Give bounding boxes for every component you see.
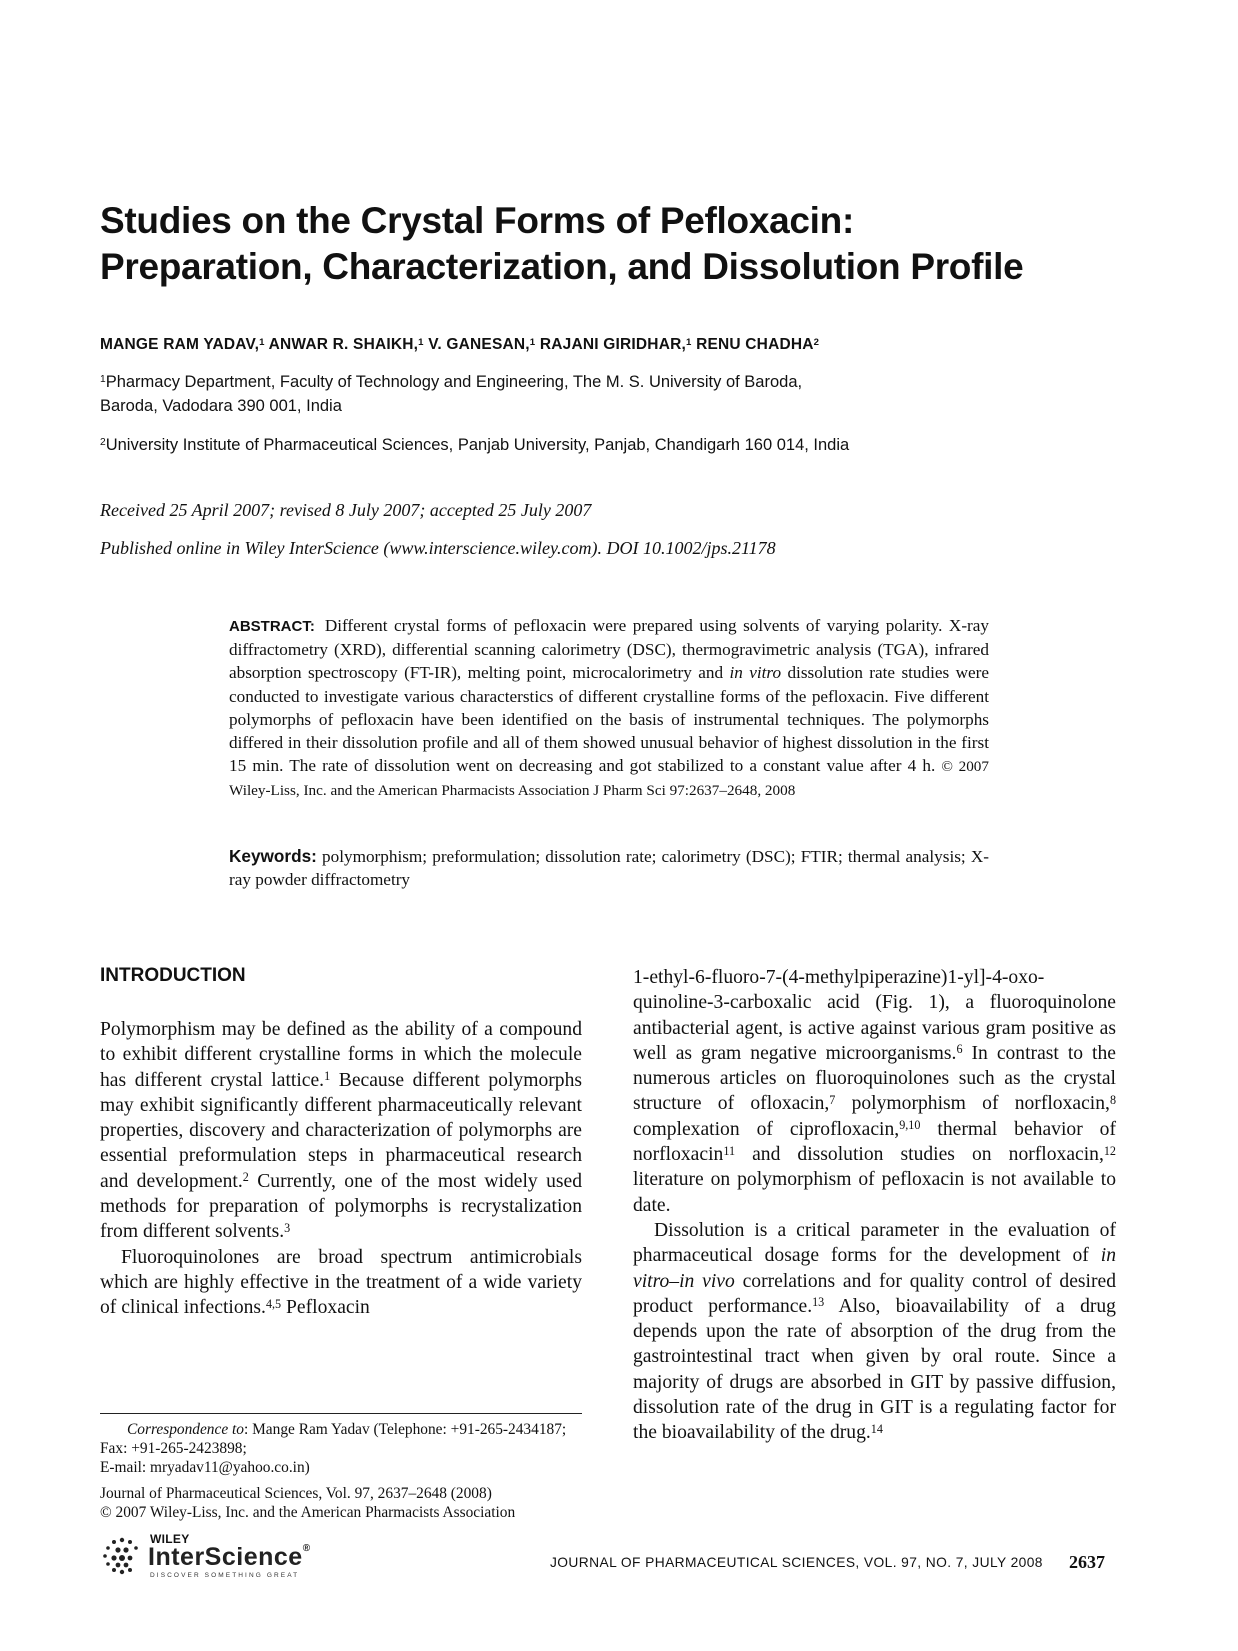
citation: 6 — [956, 1042, 963, 1057]
author-name: MANGE RAM YADAV, — [100, 336, 260, 353]
author-name: V. GANESAN, — [428, 336, 530, 353]
citation: 3 — [284, 1220, 291, 1235]
correspondence — [100, 1420, 582, 1458]
abstract-text: dissolution rate studies were conducted to investigate various characterstics of different crystalline forms of the pefloxacin. Five different polymorphs of pefloxacin have been identified on the basis of instrumental techniques. The polymorphs differed in their dissolution profile and all of them showed unusual behavior of highest dissolution in the first 15 min. The rate of dissolution went on decreasing and got stabilized to a constant value after 4 h. — [229, 663, 989, 776]
paragraph-text: Polymorphism may be defined as the ability of a compound to exhibit different crystalline forms in which the molecule has different crystal lattice. — [100, 1019, 582, 1091]
paragraph-text: and dissolution studies on norfloxacin, — [735, 1144, 1104, 1166]
author-name: RENU CHADHA — [696, 336, 814, 353]
affiliation-text: Pharmacy Department, Faculty of Technology and Engineering, The M. S. University of Baroda, — [105, 373, 803, 391]
affiliation-1 — [100, 370, 1140, 418]
abstract-emphasis: in vitro — [729, 663, 782, 683]
author-list — [100, 336, 1140, 354]
title-line-1: Studies on the Crystal Forms of Pefloxacin: — [100, 200, 854, 241]
paragraph — [100, 1245, 582, 1321]
footnote-divider — [100, 1413, 582, 1414]
paragraph-text: Because different polymorphs may exhibit significantly different pharmaceutically relevant properties, discovery and characterization of polymorphs are essential preformulation steps in pharmaceutical research and development. — [100, 1069, 583, 1192]
keywords-text: polymorphism; preformulation; dissolution rate; calorimetry (DSC); FTIR; thermal analysis; X-ray powder diffractometry — [229, 847, 989, 890]
citation: 2 — [242, 1170, 249, 1185]
registered-mark: ® — [302, 1543, 311, 1554]
author-affiliation-mark: 2 — [813, 336, 820, 348]
paragraph-text: literature on polymorphism of pefloxacin is not available to date. — [633, 1169, 1116, 1216]
brand-text: InterScience — [148, 1543, 303, 1571]
text-emphasis: in vitro–in vivo — [633, 1245, 1116, 1292]
paragraph-text: polymorphism of norfloxacin, — [835, 1093, 1110, 1115]
paragraph-text: Fluoroquinolones are broad spectrum antimicrobials which are highly effective in the treatment of a wide variety of clinical infections. — [100, 1246, 582, 1319]
page-number: 2637 — [1069, 1552, 1105, 1572]
author-affiliation-mark: 1 — [529, 336, 536, 348]
paragraph — [633, 965, 1116, 1218]
citation: 12 — [1103, 1143, 1116, 1158]
section-heading: INTRODUCTION — [100, 965, 246, 986]
author-affiliation-mark: 1 — [259, 336, 265, 348]
paragraph-text: correlations and for quality control of desired product performance. — [633, 1270, 1116, 1317]
right-column — [633, 965, 1116, 1446]
abstract-label: ABSTRACT: — [229, 618, 315, 635]
abstract-text: Different crystal forms of pefloxacin were prepared using solvents of varying polarity. X-ray diffractometry (XRD), differential scanning calorimetry (DSC), thermogravimetric analysis (TGA), infrared absorption spectroscopy (FT-IR), melting point, microcalorimetry and — [229, 616, 989, 683]
author-name: ANWAR R. SHAIKH, — [268, 336, 419, 353]
logo-tagline: DISCOVER SOMETHING GREAT — [150, 1572, 300, 1579]
citation: 11 — [723, 1143, 736, 1158]
citation: 9,10 — [899, 1118, 921, 1133]
citation: 1 — [324, 1069, 331, 1084]
footnote — [100, 1420, 582, 1522]
author-affiliation-mark: 1 — [686, 336, 692, 348]
correspondence-email: E-mail: mryadav11@yahoo.co.in) — [100, 1459, 310, 1476]
paragraph-text: Pefloxacin — [281, 1297, 370, 1319]
paragraph-text: complexation of ciprofloxacin, — [633, 1118, 900, 1140]
correspondence-label: Correspondence to — [127, 1421, 244, 1438]
received-dates: Received 25 April 2007; revised 8 July 2007; accepted 25 July 2007 — [100, 500, 592, 520]
article-title — [100, 198, 1140, 290]
paragraph-text: Currently, one of the most widely used methods for preparation of polymorphs is recrystalization from different solvents. — [100, 1170, 582, 1243]
author-affiliation-mark: 1 — [418, 336, 424, 348]
keywords — [229, 845, 989, 891]
affiliation-text: Baroda, Vadodara 390 001, India — [100, 397, 342, 415]
citation: 7 — [829, 1093, 836, 1108]
affiliation-text: University Institute of Pharmaceutical Sciences, Panjab University, Panjab, Chandigarh 160 014, India — [105, 436, 850, 454]
left-column — [100, 1017, 582, 1321]
keywords-label: Keywords: — [229, 846, 317, 866]
interscience-wordmark — [148, 1543, 311, 1572]
title-line-2: Preparation, Characterization, and Dissolution Profile — [100, 246, 1024, 287]
abstract — [229, 614, 989, 803]
paragraph — [633, 1218, 1116, 1446]
wiley-wordmark: WILEY — [150, 1532, 190, 1546]
paragraph-text: 1-ethyl-6-fluoro-7-(4-methylpiperazine)1-yl]-4-oxo-quinoline-3-carboxalic acid (Fig. 1), a fluoroquinolone antibacterial agent, is active against various gram positive as well as gram negative microorganisms. — [633, 967, 1116, 1064]
running-footer: JOURNAL OF PHARMACEUTICAL SCIENCES, VOL. 97, NO. 7, JULY 2008 — [550, 1555, 1043, 1570]
author-name: RAJANI GIRIDHAR, — [539, 336, 686, 353]
journal-info: Journal of Pharmaceutical Sciences, Vol. 97, 2637–2648 (2008) — [100, 1485, 492, 1502]
interscience-globe-icon — [100, 1536, 144, 1576]
affiliation-number: 2 — [100, 437, 106, 449]
paragraph-text: In contrast to the numerous articles on fluoroquinolones such as the crystal structure of ofloxacin, — [633, 1042, 1116, 1115]
citation: 13 — [812, 1295, 825, 1310]
publication-info: Published online in Wiley InterScience (www.interscience.wiley.com). DOI 10.1002/jps.21178 — [100, 538, 776, 558]
affiliation-number: 1 — [100, 374, 106, 386]
paragraph-text: Also, bioavailability of a drug depends upon the rate of absorption of the drug from the gastrointestinal tract when given by oral route. Since a majority of drugs are absorbed in GIT by passive diffusion, dissolution rate of the drug in GIT is a regulating factor for the bioavailability of the drug. — [633, 1295, 1116, 1444]
citation: 8 — [1109, 1093, 1117, 1108]
paragraph-text: Dissolution is a critical parameter in the evaluation of pharmaceutical dosage forms for the development of — [633, 1219, 1116, 1267]
paragraph — [100, 1017, 582, 1245]
abstract-copyright: © 2007 Wiley-Liss, Inc. and the American Pharmacists Association J Pharm Sci 97:2637–2648, 2008 — [229, 758, 989, 800]
paragraph-text: thermal behavior of norfloxacin — [633, 1118, 1116, 1166]
interscience-logo — [100, 1532, 340, 1580]
correspondence-text: : Mange Ram Yadav (Telephone: +91-265-2434187; Fax: +91-265-2423898; — [100, 1421, 567, 1457]
citation: 4,5 — [265, 1296, 282, 1311]
affiliation-2 — [100, 433, 1140, 457]
journal-copyright: © 2007 Wiley-Liss, Inc. and the American Pharmacists Association — [100, 1504, 516, 1521]
citation: 14 — [870, 1421, 883, 1436]
